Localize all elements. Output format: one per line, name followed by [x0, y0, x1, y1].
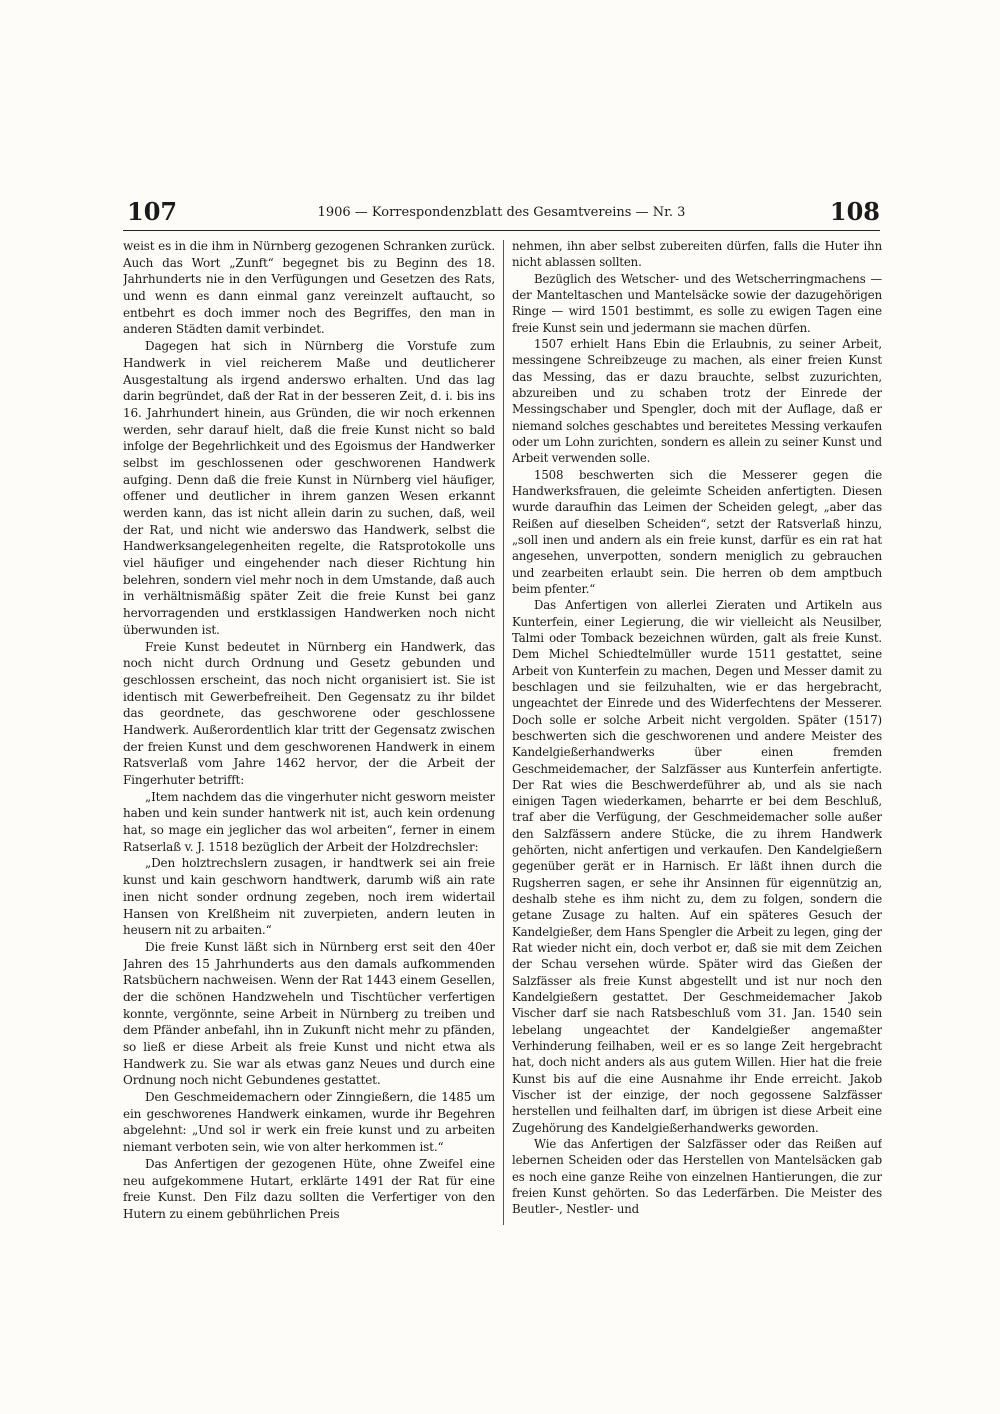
- paragraph: 1508 beschwerten sich die Messerer gegen die Handwerksfrauen, die geleimte Scheiden anfertigten. Diesen wurde daraufhin das Leimen der Scheiden gelegt, „aber das Reißen auf dieselben Scheiden“, setzt der Ratsverlaß hinzu, „soll inen und andern als ein freie kunst, darfür es ein rat hat angesehen, unverpotten, sondern meniglich zu gebrauchen und zearbeiten erlaubt sein. Die herren ob dem amptbuch beim pfenter.“: [512, 467, 882, 596]
- header-rule: [123, 230, 880, 231]
- paragraph: Dagegen hat sich in Nürnberg die Vorstufe zum Handwerk in viel reicherem Maße und deutlicherer Ausgestaltung als irgend anderswo erhalten. Und das lag darin begründet, daß der Rat in der besseren Zeit, d. i. bis ins 16. Jahrhundert hinein, aus Gründen, die wir noch erkennen werden, sehr darauf hielt, daß die freie Kunst nicht so bald infolge der Begehrlichkeit und des Egoismus der Handwerker selbst im geschlossenen oder geschworenen Handwerk aufging. Denn daß die freie Kunst in Nürnberg viel häufiger, offener und deutlicher in ihrem ganzen Wesen erkannt werden kann, das ist nicht allein darin zu suchen, daß, weil der Rat, und nicht wie anderswo das Handwerk, selbst die Handwerksangelegenheiten regelte, die Ratsprotokolle uns viel häufiger und eingehender nach dieser Richtung hin belehren, sondern viel mehr noch in dem Umstande, daß auch in verhältnismäßig später Zeit die freie Kunst bei ganz hervorragenden und erstklassigen Handwerken noch nicht überwunden ist.: [123, 339, 495, 637]
- right-column: [512, 238, 882, 1228]
- page-number-left: 107: [127, 197, 178, 226]
- paragraph: Den Geschmeidemachern oder Zinngießern, die 1485 um ein geschworenes Handwerk einkamen, wurde ihr Begehren abgelehnt: „Und sol ir werk ein freie kunst und zu arbeiten niemant verboten sein, wie von alter herkommen ist.“: [123, 1090, 495, 1155]
- paragraph: weist es in die ihm in Nürnberg gezogenen Schranken zurück. Auch das Wort „Zunft“ begegnet bis zu Beginn des 18. Jahrhunderts nie in den Verfügungen und Gesetzen des Rats, und wenn es dann einmal ganz vereinzelt auftaucht, so entbehrt es doch immer noch des Begriffes, den man in anderen Städten damit verbindet.: [123, 239, 495, 337]
- running-title: 1906 — Korrespondenzblatt des Gesamtvereins — Nr. 3: [317, 205, 686, 220]
- left-column: [123, 238, 495, 1228]
- column-divider: [503, 240, 504, 1225]
- paragraph: Das Anfertigen der gezogenen Hüte, ohne Zweifel eine neu aufgekommene Hutart, erklärte 1491 der Rat für eine freie Kunst. Den Filz dazu sollten die Verfertiger von den Hutern zu einem gebührlichen Preis: [123, 1156, 495, 1221]
- paragraph: Die freie Kunst läßt sich in Nürnberg erst seit den 40er Jahren des 15 Jahrhunderts aus den damals aufkommenden Ratsbüchern nachweisen. Wenn der Rat 1443 einem Gesellen, der die schönen Handzweheln und Tischtücher verfertigen konnte, vergönnte, seine Arbeit in Nürnberg zu treiben und dem Pfänder anbefahl, ihn in Zukunft nicht mehr zu pfänden, so ließ er diese Arbeit als freie Kunst und nicht etwa als Handwerk zu. Sie war als etwas ganz Neues und durch eine Ordnung noch nicht Gebundenes gestattet.: [123, 939, 495, 1088]
- quote-paragraph: „Den holztrechslern zusagen, ir handtwerk sei ain freie kunst und kain geschworn handtwerk, darumb wiß ain rate inen nicht sonder ordnung zegeben, noch irem widertail Hansen von Krelßheim nit zuverpieten, andern leuten in heusern nit zu arbaiten.“: [123, 856, 495, 938]
- paragraph: Das Anfertigen von allerlei Zieraten und Artikeln aus Kunterfein, einer Legierung, die wir vielleicht als Neusilber, Talmi oder Tomback bezeichnen würden, galt als freie Kunst. Dem Michel Schiedtelmüller wurde 1511 gestattet, seine Arbeit von Kunterfein zu machen, Degen und Messer damit zu beschlagen und sie feilzuhalten, wie er das hergebracht, ungeachtet der Einrede und des Widerfechtens der Messerer. Doch solle er solche Arbeit nicht vergolden. Später (1517) beschwerten sich die geschworenen und andere Meister des Kandelgießerhandwerks über einen fremden Geschmeidemacher, der Salzfässer aus Kunterfein anfertigte. Der Rat wies die Beschwerdeführer ab, und als sie nach einigen Tagen wiederkamen, beharrte er bei dem Beschluß, traf aber die Verfügung, der Geschmeidemacher solle außer den Salzfässern andere Stücke, die zu ihrem Handwerk gehörten, nicht anfertigen und verkaufen. Den Kandelgießern gegenüber gerät er in Harnisch. Er läßt ihnen durch die Rugsherren sagen, er sehe ihr Ansinnen für eigennützig an, deshalb stehe es ihm nicht zu, dem zu folgen, sondern die getane Zusage zu halten. Auf ein späteres Gesuch der Kandelgießer, dem Hans Spengler die Arbeit zu legen, ging der Rat wieder nicht ein, doch verbot er, daß sie mit dem Zeichen der Schau versehen würde. Später wird das Gießen der Salzfässer als freie Kunst abgestellt und ist nur noch den Kandelgießern gestattet. Der Geschmeidemacher Jakob Vischer darf sie nach Ratsbeschluß vom 31. Jan. 1540 sein lebelang ungeachtet der Kandelgießer angemaßter Verhinderung feilhaben, weil er es so lange Zeit hergebracht hat, doch nicht anders als aus gutem Willen. Hier hat die freie Kunst bis auf die eine Ausnahme ihr Ende erreicht. Jakob Vischer ist der einzige, der noch gegossene Salzfässer herstellen und feilhalten darf, im übrigen ist diese Arbeit eine Zugehörung des Kandelgießerhandwerks geworden.: [512, 598, 882, 1135]
- paragraph: Freie Kunst bedeutet in Nürnberg ein Handwerk, das noch nicht durch Ordnung und Gesetz gebunden und geschlossen erscheint, das noch nicht organisiert ist. Sie ist identisch mit Gewerbefreiheit. Den Gegensatz zu ihr bildet das geordnete, das geschworene oder geschlossene Handwerk. Außerordentlich klar tritt der Gegensatz zwischen der freien Kunst und dem geschworenen Handwerk in einem Ratsverlaß vom Jahre 1462 hervor, der die Arbeit der Fingerhuter betrifft:: [123, 639, 495, 787]
- paragraph: nehmen, ihn aber selbst zubereiten dürfen, falls die Huter ihn nicht ablassen sollten.: [512, 239, 882, 270]
- page-number-right: 108: [829, 197, 880, 226]
- quote-paragraph: „Item nachdem das die vingerhuter nicht geswοrn meister haben und kein sunder hantwerk nit ist, auch kein ordenung hat, so mage ein jeglicher das wol arbeiten“, ferner in einem Ratserlaß v. J. 1518 bezüglich der Arbeit der Holzdrechsler:: [123, 789, 495, 854]
- page-header: [123, 196, 880, 232]
- paragraph: Wie das Anfertigen der Salzfässer oder das Reißen auf lebernen Scheiden oder das Herstellen von Mantelsäcken gab es noch eine ganze Reihe von einzelnen Hantierungen, die zur freien Kunst gehörten. So das Lederfärben. Die Meister des Beutler-, Nestler- und: [512, 1137, 882, 1217]
- paragraph: 1507 erhielt Hans Ebin die Erlaubnis, zu seiner Arbeit, messingene Schreibzeuge zu machen, als einer freien Kunst das Messing, das er dazu brauchte, selbst zuzurichten, abzureiben und zu schaben trotz der Einrede der Messingschaber und Spengler, doch mit der Auflage, daß er niemand solches geschabtes und bereitetes Messing verkaufen oder um Lohn zurichten, sondern es allein zu seiner Kunst und Arbeit verwenden solle.: [512, 336, 882, 466]
- paragraph: Bezüglich des Wetscher- und des Wetscherringmachens — der Manteltaschen und Mantelsäcke sowie der dazugehörigen Ringe — wird 1501 bestimmt, es solle zu ewigen Tagen eine freie Kunst sein und jedermann sie machen dürfen.: [512, 271, 882, 335]
